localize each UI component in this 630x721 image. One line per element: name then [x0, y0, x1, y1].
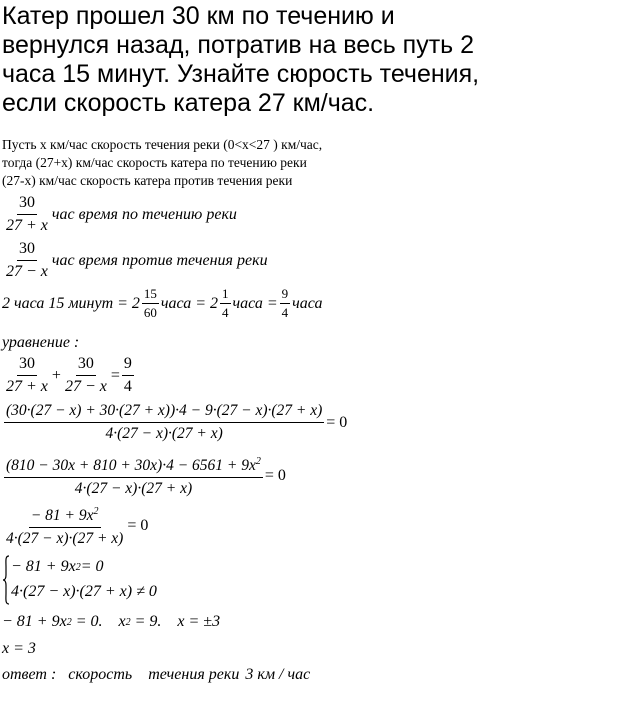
problem-text: [2, 2, 562, 118]
fraction: [63, 355, 109, 396]
numerator: (30·(27 − x) + 30·(27 + x))·4 − 9·(27 − x)·(27 + x): [4, 402, 324, 423]
x-result: x = 3: [2, 640, 36, 657]
numerator-text: − 81 + 9x: [30, 507, 94, 525]
denominator: 27 + x: [6, 217, 48, 234]
exponent: 2: [75, 561, 81, 573]
solve-line: [2, 613, 220, 631]
equation-4: [2, 503, 148, 548]
exponent: 2: [66, 616, 72, 628]
fraction: [280, 287, 291, 320]
rhs: = 0: [264, 466, 286, 484]
exponent: 2: [125, 616, 131, 628]
fraction: [122, 355, 134, 396]
system-line-1: [11, 558, 104, 576]
fraction: [4, 240, 50, 281]
intro-line-2: тогда (27+х) км/час скорость катера по течению реки: [2, 155, 307, 170]
fraction: [4, 194, 50, 235]
fraction: [4, 503, 125, 548]
system-line-2: 4·(27 − x)·(27 + x) ≠ 0: [11, 583, 157, 600]
denominator: 27 + x: [6, 378, 48, 395]
numerator: [4, 453, 263, 478]
fraction: [4, 402, 324, 443]
system-line-1-b: = 0: [80, 558, 104, 575]
time-upstream-text: час время против течения реки: [51, 251, 268, 269]
denominator: 60: [143, 305, 157, 320]
problem-line-4: если скорость катера 27 км/час.: [2, 89, 375, 117]
fraction: [142, 287, 159, 320]
numerator: 30: [17, 194, 37, 215]
solve-a: − 81 + 9x: [2, 613, 67, 630]
equals-sign: =: [110, 366, 120, 384]
answer-text: скорость течения реки: [68, 666, 240, 683]
fraction: [4, 453, 263, 498]
numerator: 30: [76, 355, 96, 376]
intro-line-3: (27-х) км/час скорость катера против течения реки: [2, 173, 293, 188]
exponent: 2: [93, 506, 99, 517]
denominator: 4: [281, 305, 289, 320]
solve-c: = 9. x = ±3: [130, 613, 221, 630]
equation-2: [2, 402, 347, 443]
answer-value: 3 км / час: [245, 666, 311, 683]
numerator: 1: [220, 287, 231, 304]
fraction: [220, 287, 231, 320]
numerator: 9: [280, 287, 291, 304]
time-upstream: [2, 240, 268, 281]
answer-line: [2, 666, 310, 684]
total-time-lead: 2 часа 15 минут = 2: [2, 294, 140, 312]
solve-b: = 0. x: [71, 613, 126, 630]
denominator: 4·(27 − x)·(27 + x): [74, 480, 193, 498]
denominator: 27 − x: [64, 378, 107, 395]
total-time-end: часа: [292, 294, 323, 312]
problem-line-1: Катер прошел 30 км по течению и: [2, 2, 395, 30]
numerator: [29, 503, 101, 528]
denominator: 4: [222, 305, 229, 320]
numerator-text: (810 − 30x + 810 + 30x)·4 − 6561 + 9x: [6, 457, 256, 475]
problem-line-2: вернулся назад, потратив на весь путь 2: [2, 31, 475, 59]
denominator: 4: [123, 378, 132, 395]
problem-line-3: часа 15 минут. Узнайте сюрость течения,: [2, 60, 480, 88]
exponent: 2: [255, 456, 261, 467]
rhs: = 0: [127, 516, 149, 534]
equation-1: [2, 355, 136, 396]
numerator: 30: [17, 240, 37, 261]
answer-label: ответ :: [2, 666, 57, 683]
equation-label: уравнение :: [2, 334, 80, 351]
denominator: 4·(27 − x)·(27 + x): [105, 425, 223, 442]
total-time-line: [2, 287, 323, 320]
numerator: 15: [142, 287, 159, 304]
plus-sign: +: [51, 366, 61, 384]
denominator: 4·(27 − x)·(27 + x): [6, 530, 124, 548]
intro-line-1: Пусть х км/час скорость течения реки (0<x<27 ) км/час,: [2, 137, 323, 152]
rhs: = 0: [326, 413, 348, 431]
system-brace: [2, 555, 10, 605]
total-time-mid1: часа = 2: [160, 294, 219, 312]
time-downstream: [2, 194, 237, 235]
time-downstream-text: час время по течению реки: [51, 205, 237, 223]
equation-3: [2, 453, 286, 498]
denominator: 27 − x: [6, 263, 48, 280]
system-line-1-a: − 81 + 9x: [11, 558, 76, 575]
numerator: 9: [122, 355, 134, 376]
total-time-mid2: часа =: [232, 294, 278, 312]
fraction: [4, 355, 50, 396]
numerator: 30: [17, 355, 37, 376]
